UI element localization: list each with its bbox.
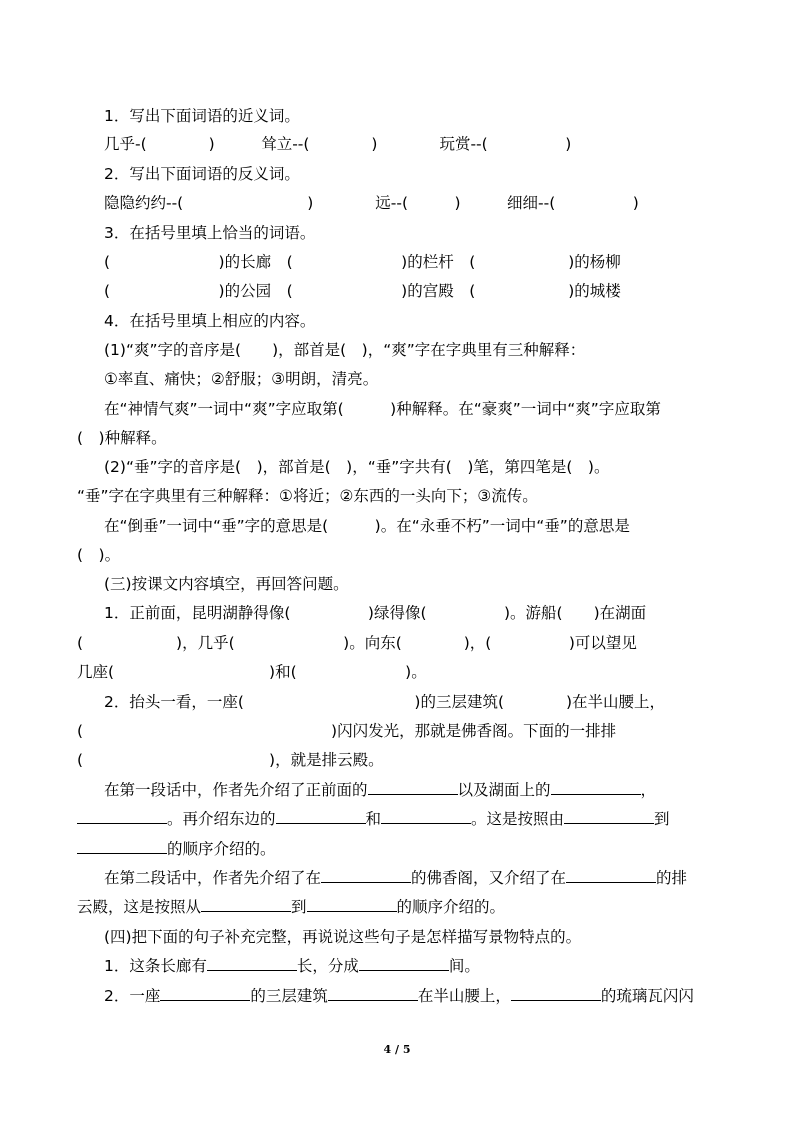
fill-in-line: 云殿，这是按照从 到 的顺序介绍的。: [77, 898, 506, 916]
blank-line: [276, 809, 366, 824]
fill-in-line: 。再介绍东边的 和 。这是按照由 到: [77, 809, 670, 829]
text-line: ①率直、痛快；②舒服；③明朗，清亮。: [104, 370, 379, 388]
blank-line: [381, 809, 471, 824]
page-number: 4 / 5: [383, 1043, 411, 1056]
text-line: 4．在括号里填上相应的内容。: [104, 312, 316, 330]
text-line: ( )种解释。: [77, 429, 167, 447]
text-line: 隐隐约约--( ) 远--( ) 细细--( ): [104, 194, 639, 212]
fill-in-line: 的顺序介绍的。: [77, 839, 276, 859]
blank-line: [368, 780, 458, 795]
text-line: 3．在括号里填上恰当的词语。: [104, 224, 316, 242]
text-line: 1．正前面，昆明湖静得像( )绿得像( )。游船( )在湖面: [104, 604, 647, 622]
text-line: ( )闪闪发光，那就是佛香阁。下面的一排排: [77, 722, 617, 740]
text-line: 几座( )和( )。: [77, 663, 427, 681]
blank-line: [307, 897, 397, 912]
blank-line: [77, 839, 167, 854]
text-line: ( )。: [77, 546, 121, 564]
blank-line: [328, 986, 418, 1001]
blank-line: [566, 868, 656, 883]
text-line: ( )的长廊 ( )的栏杆 ( )的杨柳: [104, 253, 621, 271]
fill-in-line: 2．一座 的三层建筑 在半山腰上， 的琉璃瓦闪闪: [104, 987, 694, 1005]
text-line: 1．写出下面词语的近义词。: [104, 107, 300, 125]
text-line: 2．抬头一看，一座( )的三层建筑( )在半山腰上，: [104, 693, 666, 711]
text-line: 2．写出下面词语的反义词。: [104, 165, 300, 183]
blank-line: [551, 780, 641, 795]
text-line: “垂”字在字典里有三种解释：①将近；②东西的一头向下；③流传。: [77, 487, 538, 505]
section-heading: (三)按课文内容填空，再回答问题。: [104, 575, 349, 593]
text-line: 在“倒垂”一词中“垂”字的意思是( )。在“永垂不朽”一词中“垂”的意思是: [104, 517, 630, 535]
fill-in-line: 1．这条长廊有 长，分成 间。: [104, 957, 480, 975]
blank-line: [511, 986, 601, 1001]
blank-line: [207, 956, 297, 971]
text-line: (2)“垂”字的音序是( )，部首是( )，“垂”字共有( )笔，第四笔是( )。: [104, 458, 610, 476]
blank-line: [321, 868, 411, 883]
blank-line: [201, 897, 291, 912]
text-line: 在“神情气爽”一词中“爽”字应取第( )种解释。在“豪爽”一词中“爽”字应取第: [104, 400, 661, 418]
text-line: ( )，几乎( )。向东( )，( )可以望见: [77, 634, 637, 652]
section-heading: (四)把下面的句子补充完整，再说说这些句子是怎样描写景物特点的。: [104, 928, 582, 946]
blank-line: [564, 809, 654, 824]
fill-in-line: 在第二段话中，作者先介绍了在 的佛香阁，又介绍了在 的排: [104, 869, 688, 887]
text-line: ( )，就是排云殿。: [77, 751, 384, 769]
blank-line: [77, 809, 167, 824]
text-line: (1)“爽”字的音序是( )，部首是( )，“爽”字在字典里有三种解释：: [104, 341, 586, 359]
text-line: ( )的公园 ( )的宫殿 ( )的城楼: [104, 282, 621, 300]
text-line: 几乎-( ) 耸立--( ) 玩赏--( ): [104, 135, 572, 153]
blank-line: [160, 986, 250, 1001]
blank-line: [359, 956, 449, 971]
fill-in-line: 在第一段话中，作者先介绍了正前面的 以及湖面上的 ，: [104, 781, 657, 799]
